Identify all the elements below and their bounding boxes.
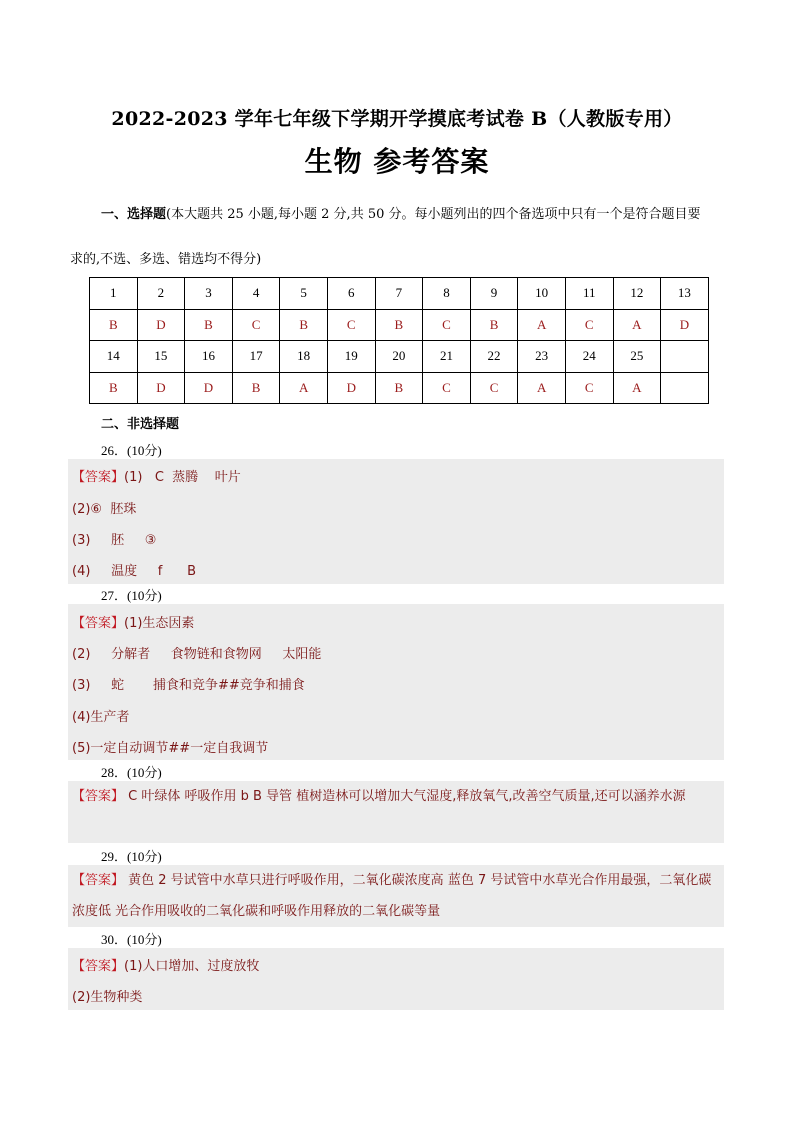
section1-desc-cont: 求的,不选、多选、错选均不得分) [70,252,262,267]
table-cell: 11 [565,278,613,310]
table-cell: 3 [185,278,233,310]
answer-cell: D [327,372,375,404]
q30-header: 30．(10分) [101,932,162,947]
q28-answer-text: C 叶绿体 呼吸作用 b B 导管 植树造林可以增加大气湿度,释放氧气,改善空气质量,还可以涵养水源 [124,789,686,804]
table-cell: 8 [423,278,471,310]
answer-cell: C [423,372,471,404]
answer-cell: C [423,309,471,341]
table-cell: 24 [565,341,613,373]
table-cell: 2 [137,278,185,310]
answer-cell: D [185,372,233,404]
table-row-numbers-2 [90,341,709,373]
answer-cell: B [90,309,138,341]
answer-cell: C [232,309,280,341]
q26-line-2: (2)⑥ 胚珠 [72,502,137,517]
q28-answer [72,781,722,812]
answer-table [89,277,709,404]
exam-title: 2022-2023 学年七年级下学期开学摸底考试卷 B（人教版专用） [111,108,683,130]
table-row-answers-1 [90,309,709,341]
answer-cell: B [232,372,280,404]
q29-header: 29．(10分) [101,849,162,864]
table-cell: 14 [90,341,138,373]
q29-answer-text: 黄色 2 号试管中水草只进行呼吸作用，二氧化碳浓度高 蓝色 7 号试管中水草光合作用最强，二氧化碳浓度低 光合作用吸收的二氧化碳和呼吸作用释放的二氧化碳等量 [72,873,712,919]
table-cell: 17 [232,341,280,373]
table-cell: 15 [137,341,185,373]
section2-heading: 二、非选择题 [101,417,180,432]
q30-line-2: (2)生物种类 [72,990,143,1005]
answer-cell: B [470,309,518,341]
table-cell: 5 [280,278,328,310]
table-cell: 22 [470,341,518,373]
q26-header: 26．(10分) [101,443,162,458]
answer-tag: 【答案】 [72,470,125,485]
q30-line-1-text: (1)人口增加、过度放牧 [124,959,260,974]
q28-header: 28．(10分) [101,765,162,780]
section1-desc: (本大题共 25 小题,每小题 2 分,共 50 分。每小题列出的四个备选项中只有一个是符合题目要 [166,207,701,222]
q26-line-1-text: (1) C 蒸腾 叶片 [124,470,241,485]
q26-line-3: (3) 胚 ③ [72,533,157,548]
q27-header: 27．(10分) [101,588,162,603]
table-cell: 1 [90,278,138,310]
answer-cell: C [565,372,613,404]
table-cell: 7 [375,278,423,310]
section1-heading [101,206,731,224]
table-cell: 9 [470,278,518,310]
answer-cell: D [661,309,709,341]
table-cell: 10 [518,278,566,310]
answer-cell: B [90,372,138,404]
table-cell: 25 [613,341,661,373]
table-cell: 18 [280,341,328,373]
answer-cell: A [518,372,566,404]
q27-line-1 [72,612,722,631]
table-cell: 16 [185,341,233,373]
q30-line-1 [72,955,722,974]
table-cell: 12 [613,278,661,310]
table-cell: 4 [232,278,280,310]
answer-cell: D [137,372,185,404]
answer-cell: B [375,309,423,341]
answer-cell [661,372,709,404]
table-cell: 23 [518,341,566,373]
table-cell: 6 [327,278,375,310]
answer-cell: C [327,309,375,341]
q27-line-2: (2) 分解者 食物链和食物网 太阳能 [72,647,322,662]
q27-line-3: (3) 蛇 捕食和竞争##竞争和捕食 [72,678,305,693]
answer-cell: D [137,309,185,341]
q29-answer [72,865,722,927]
table-cell: 19 [327,341,375,373]
answer-cell: B [185,309,233,341]
table-row-numbers-1 [90,278,709,310]
answer-tag: 【答案】 [72,873,125,888]
q26-line-1 [72,466,722,485]
answer-cell: C [565,309,613,341]
table-cell: 13 [661,278,709,310]
table-cell: 21 [423,341,471,373]
answer-cell: A [613,372,661,404]
answer-cell: B [375,372,423,404]
answer-tag: 【答案】 [72,789,125,804]
exam-subtitle: 生物 参考答案 [304,145,490,178]
answer-tag: 【答案】 [72,959,125,974]
table-row-answers-2 [90,372,709,404]
table-cell: 20 [375,341,423,373]
answer-cell: A [518,309,566,341]
q27-line-1-text: (1)生态因素 [124,616,195,631]
q26-line-4: (4) 温度 f B [72,564,197,579]
answer-cell: A [280,372,328,404]
table-cell [661,341,709,373]
section1-label: 一、选择题 [101,207,167,222]
answer-cell: A [613,309,661,341]
q27-line-5: (5)一定自动调节##一定自我调节 [72,741,269,756]
answer-cell: B [280,309,328,341]
answer-tag: 【答案】 [72,616,125,631]
q27-line-4: (4)生产者 [72,710,130,725]
answer-cell: C [470,372,518,404]
